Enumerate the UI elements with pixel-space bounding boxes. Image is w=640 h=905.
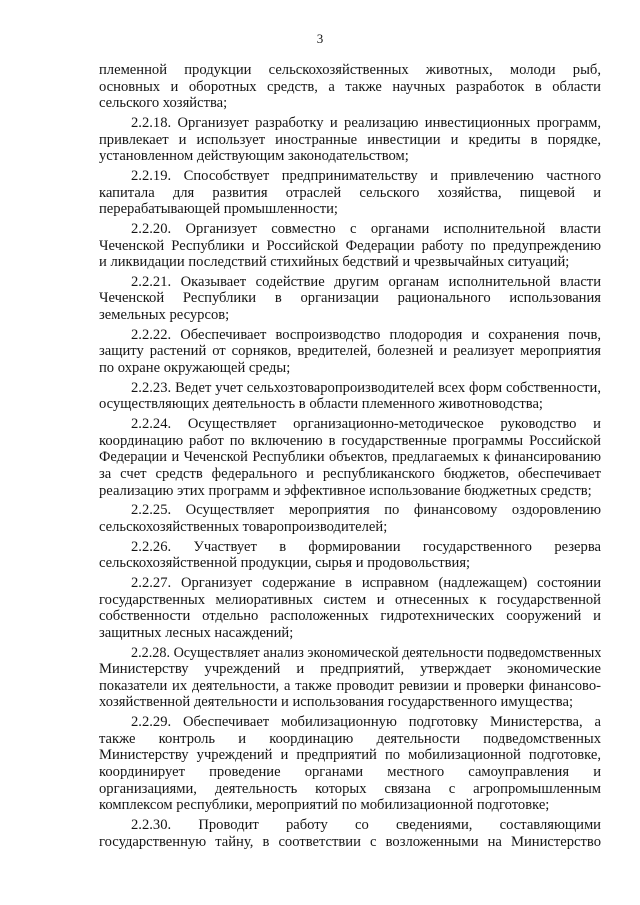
text-line: Чеченской Республики и Российской Федерации работу по предупреждению — [99, 237, 601, 254]
text-line: Чеченской Республики в организации рационального использования — [99, 290, 601, 307]
paragraph-cont — [99, 62, 601, 112]
text-line: перерабатывающей промышленности; — [99, 201, 338, 218]
text-line: 2.2.24. Осуществляет организационно-методическое руководство и — [131, 416, 601, 433]
text-line: земельных ресурсов; — [99, 307, 230, 324]
paragraph-p2223 — [99, 380, 601, 413]
paragraph-p2229 — [99, 714, 601, 814]
text-line: сельскохозяйственных товаропроизводителей; — [99, 518, 388, 535]
text-line: координацию работ по включению в государственные программы Российской — [99, 432, 601, 449]
text-line: 2.2.29. Обеспечивает мобилизационную подготовку Министерства, а — [131, 714, 601, 731]
text-line: 2.2.27. Организует содержание в исправном (надлежащем) состоянии — [131, 575, 601, 592]
text-line: 2.2.28. Осуществляет анализ экономической деятельности подведомственных — [131, 644, 601, 661]
paragraph-p2228 — [99, 645, 601, 711]
page-number: 3 — [316, 31, 324, 46]
paragraph-p2225 — [99, 502, 601, 535]
text-line: 2.2.20. Организует совместно с органами исполнительной власти — [131, 220, 601, 237]
text-line: также контроль и координацию деятельности подведомственных — [99, 730, 601, 747]
text-line: комплексом республики, мероприятий по мобилизационной подготовке; — [99, 797, 550, 814]
paragraph-p2220 — [99, 221, 601, 271]
text-line: за счет средств федерального и республиканского бюджетов, обеспечивает — [99, 465, 601, 482]
paragraph-p2219 — [99, 168, 601, 218]
paragraph-p2218 — [99, 115, 601, 165]
text-line: защитных лесных насаждений; — [99, 624, 294, 641]
text-line: организациями, деятельность которых связана с агропромышленным — [99, 780, 601, 797]
text-line: 2.2.25. Осуществляет мероприятия по финансовому оздоровлению — [131, 502, 601, 519]
text-line: 2.2.23. Ведет учет сельхозтоваропроизводителей всех форм собственности, — [131, 379, 601, 396]
text-line: хозяйственной деятельности и использования государственного имущества; — [99, 694, 574, 711]
paragraph-p2230 — [99, 817, 601, 850]
text-line: сельскохозяйственной продукции, сырья и продовольствия; — [99, 555, 471, 572]
text-line: Федерации и Чеченской Республики объектов, предлагаемых к финансированию — [99, 449, 601, 466]
text-line: по охране окружающей среды; — [99, 360, 291, 377]
paragraph-p2224 — [99, 416, 601, 499]
text-line: показатели их деятельности, а также проводит ревизии и проверки финансово- — [99, 677, 601, 694]
text-line: Министерству учреждений и предприятий, утверждает экономические — [99, 661, 601, 678]
text-line: сельского хозяйства; — [99, 95, 228, 112]
text-line: собственности отдельно расположенных гидротехнических сооружений и — [99, 608, 601, 625]
text-line: и ликвидации последствий стихийных бедствий и чрезвычайных ситуаций; — [99, 254, 570, 271]
text-line: государственных мелиоративных систем и отнесенных к государственной — [99, 591, 601, 608]
text-line: координирует проведение органами местного самоуправления и — [99, 764, 601, 780]
text-line: капитала для развития отраслей сельского хозяйства, пищевой и — [99, 184, 601, 201]
text-line: осуществляющих деятельность в области племенного животноводства; — [99, 396, 543, 413]
paragraph-p2222 — [99, 327, 601, 377]
text-line: привлекает и использует иностранные инвестиции и кредиты в порядке, — [99, 131, 601, 148]
paragraph-p2227 — [99, 575, 601, 641]
text-line: защиту растений от сорняков, вредителей, болезней и реализует мероприятия — [99, 343, 601, 360]
text-line: 2.2.18. Организует разработку и реализацию инвестиционных программ, — [131, 114, 601, 131]
document-body — [99, 62, 601, 853]
text-line: племенной продукции сельскохозяйственных животных, молоди рыб, — [99, 62, 601, 78]
text-line: 2.2.22. Обеспечивает воспроизводство плодородия и сохранения почв, — [131, 326, 601, 343]
text-line: реализацию этих программ и эффективное использование бюджетных средств; — [99, 482, 592, 499]
text-line: 2.2.21. Оказывает содействие другим органам исполнительной власти — [131, 273, 601, 290]
text-line: 2.2.19. Способствует предпринимательству и привлечению частного — [131, 167, 601, 184]
text-line: Министерству учреждений и предприятий по мобилизационной подготовке, — [99, 747, 601, 764]
text-line: 2.2.30. Проводит работу со сведениями, составляющими — [131, 816, 601, 833]
text-line: основных и оборотных средств, а также научных разработок в области — [99, 78, 601, 95]
paragraph-p2221 — [99, 274, 601, 324]
text-line: 2.2.26. Участвует в формировании государственного резерва — [131, 538, 601, 555]
text-line: установленном действующим законодательством; — [99, 148, 409, 165]
text-line: государственную тайну, в соответствии с возложенными на Министерство — [99, 833, 601, 850]
paragraph-p2226 — [99, 539, 601, 572]
